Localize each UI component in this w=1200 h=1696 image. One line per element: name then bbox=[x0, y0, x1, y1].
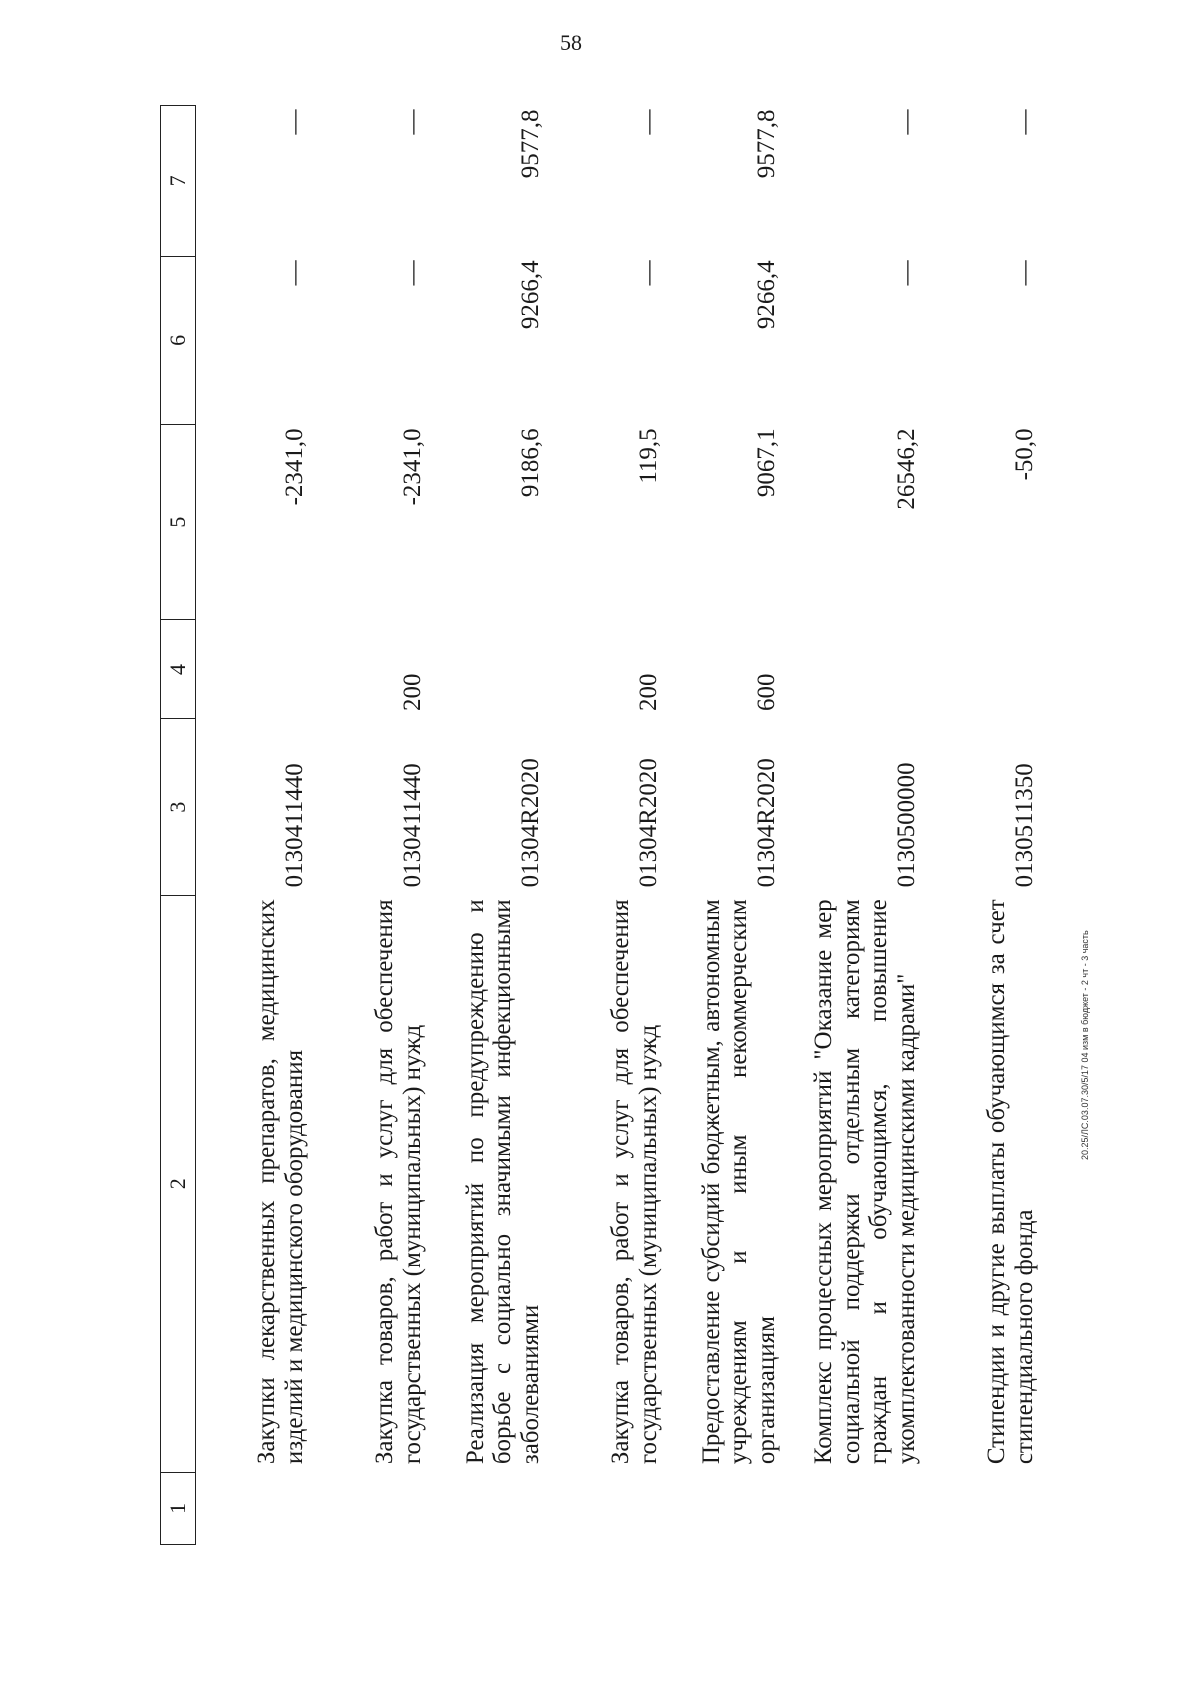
header-col-7: 7 bbox=[161, 106, 196, 257]
row-value-7: 9577,8 bbox=[752, 109, 780, 179]
row-code: 01304R2020 bbox=[634, 758, 662, 888]
row-code: 01304R2020 bbox=[752, 758, 780, 888]
budget-table bbox=[160, 105, 1044, 1545]
row-type: 200 bbox=[398, 673, 426, 711]
row-value-6: 9266,4 bbox=[752, 260, 780, 330]
row-type: 600 bbox=[752, 673, 780, 711]
table-header bbox=[161, 106, 196, 1545]
row-value-7: — bbox=[634, 109, 662, 135]
row-value-6: — bbox=[1010, 260, 1038, 286]
row-value-7: — bbox=[1010, 109, 1038, 135]
header-col-2: 2 bbox=[161, 895, 196, 1472]
row-type bbox=[786, 620, 926, 719]
row-name: Закупка товаров, работ и услуг для обеспечения государственных (муниципальных) нужд bbox=[607, 899, 662, 1465]
row-value-6: — bbox=[280, 260, 308, 286]
page-number: 58 bbox=[560, 30, 582, 55]
row-type bbox=[926, 620, 1044, 719]
row-num bbox=[432, 1472, 550, 1544]
row-value-6: — bbox=[398, 260, 426, 286]
row-value-5: -2341,0 bbox=[398, 428, 426, 506]
row-value-7: — bbox=[280, 109, 308, 135]
table-row bbox=[668, 106, 786, 1545]
row-code: 01304R2020 bbox=[516, 758, 544, 888]
table-row bbox=[786, 106, 926, 1545]
row-type bbox=[196, 620, 315, 719]
row-type: 200 bbox=[634, 673, 662, 711]
row-value-6: — bbox=[634, 260, 662, 286]
row-name: Закупка товаров, работ и услуг для обеспечения государственных (муниципальных) нужд bbox=[371, 899, 426, 1465]
row-code: 0130500000 bbox=[892, 762, 920, 888]
row-num bbox=[786, 1472, 926, 1544]
table-row bbox=[314, 106, 432, 1545]
header-col-3: 3 bbox=[161, 719, 196, 895]
row-value-5: -50,0 bbox=[1010, 428, 1038, 481]
row-value-5: 9186,6 bbox=[516, 428, 544, 498]
row-num bbox=[314, 1472, 432, 1544]
header-col-1: 1 bbox=[161, 1472, 196, 1544]
row-name: Стипендии и другие выплаты обучающимся за счет стипендиального фонда bbox=[983, 899, 1038, 1465]
rotated-page-content bbox=[160, 105, 1038, 1545]
row-value-7: 9577,8 bbox=[516, 109, 544, 179]
footer-document-code: 20.25/ЛС.03.07.30/5/17 04 изм в бюджет - 2 чт - 3 часть bbox=[1080, 930, 1090, 1160]
table-row bbox=[926, 106, 1044, 1545]
row-code: 0130511350 bbox=[1010, 763, 1038, 888]
row-name: Реализация мероприятий по предупреждению и борьбе с социально значимыми инфекционными заболеваниями bbox=[461, 899, 544, 1465]
row-code: 0130411440 bbox=[280, 763, 308, 888]
row-code: 0130411440 bbox=[398, 763, 426, 888]
header-col-6: 6 bbox=[161, 256, 196, 424]
table-row bbox=[432, 106, 550, 1545]
row-value-7: — bbox=[892, 109, 920, 135]
row-name: Закупки лекарственных препаратов, медицинских изделий и медицинского оборудования bbox=[253, 899, 308, 1465]
header-col-5: 5 bbox=[161, 424, 196, 620]
table-row bbox=[550, 106, 668, 1545]
header-col-4: 4 bbox=[161, 620, 196, 719]
row-name: Предоставление субсидий бюджетным, автономным учреждениям и иным некоммерческим организациям bbox=[697, 899, 780, 1465]
table-row bbox=[196, 106, 315, 1545]
row-value-5: 26546,2 bbox=[892, 428, 920, 510]
row-num bbox=[926, 1472, 1044, 1544]
row-num bbox=[196, 1472, 315, 1544]
row-value-5: -2341,0 bbox=[280, 428, 308, 506]
row-num bbox=[550, 1472, 668, 1544]
row-name: Комплекс процессных мероприятий "Оказание мер социальной поддержки отдельным категориям граждан и обучающимся, повышение укомплектованности медицинскими кадрами" bbox=[810, 899, 920, 1465]
row-value-5: 119,5 bbox=[634, 428, 662, 484]
row-value-6: 9266,4 bbox=[516, 260, 544, 330]
row-value-5: 9067,1 bbox=[752, 428, 780, 498]
row-value-6: — bbox=[892, 260, 920, 286]
row-type bbox=[432, 620, 550, 719]
row-value-7: — bbox=[398, 109, 426, 135]
row-num bbox=[668, 1472, 786, 1544]
